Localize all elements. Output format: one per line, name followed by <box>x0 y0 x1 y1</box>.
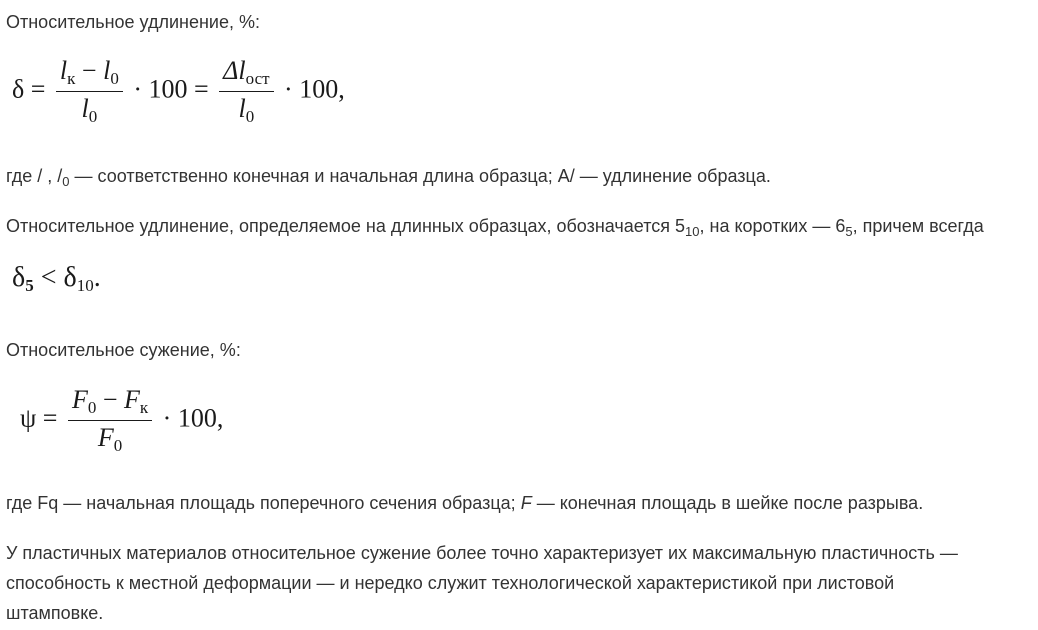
fraction-denominator: $l_0$ <box>238 94 255 126</box>
fraction-numerator: $l_к - l_0$ <box>56 56 123 92</box>
formula-multiplier: · 100, <box>162 403 224 433</box>
heading-elongation: Относительное удлинение, %: <box>6 12 260 32</box>
formula-elongation <box>12 56 345 127</box>
fraction-numerator: $\Delta l_{ост}$ <box>219 56 273 92</box>
note-contraction: где Fq — начальная площадь поперечного сечения образца; F — конечная площадь в шейке после разрыва. <box>6 493 924 513</box>
formula-inequality: $\delta_5 < \delta_{10}$. <box>12 262 101 295</box>
paragraph-plasticity-line-1: У пластичных материалов относительное сужение более точно характеризует их максимальную пластичность — <box>6 543 958 563</box>
paragraph-plasticity-line-2: способность к местной деформации — и нередко служит технологической характеристикой при листовой <box>6 573 895 593</box>
heading-contraction: Относительное сужение, %: <box>6 340 241 360</box>
fraction-numerator: $F_0 - F_к$ <box>68 385 152 421</box>
paragraph-elongation-types: Относительное удлинение, определяемое на длинных образцах, обозначается $5_{10}$, на коротких — $6_5$, причем всегда <box>6 216 984 239</box>
fraction-length-diff <box>56 56 123 127</box>
formula-contraction <box>20 385 223 456</box>
note-elongation: где / , $/_0$ — соответственно конечная и начальная длина образца; А/ — удлинение образца. <box>6 166 771 189</box>
fraction-denominator: $l_0$ <box>81 94 98 126</box>
paragraph-plasticity-line-3: штамповке. <box>6 603 104 623</box>
fraction-denominator: $F_0$ <box>97 423 123 455</box>
formula-multiplier: · 100 = <box>133 74 209 104</box>
formula-lhs: δ = <box>12 74 46 104</box>
fraction-residual-elongation <box>219 56 273 127</box>
fraction-area-diff <box>68 385 152 456</box>
formula-lhs: ψ = <box>20 403 58 433</box>
formula-multiplier: · 100, <box>284 74 345 104</box>
